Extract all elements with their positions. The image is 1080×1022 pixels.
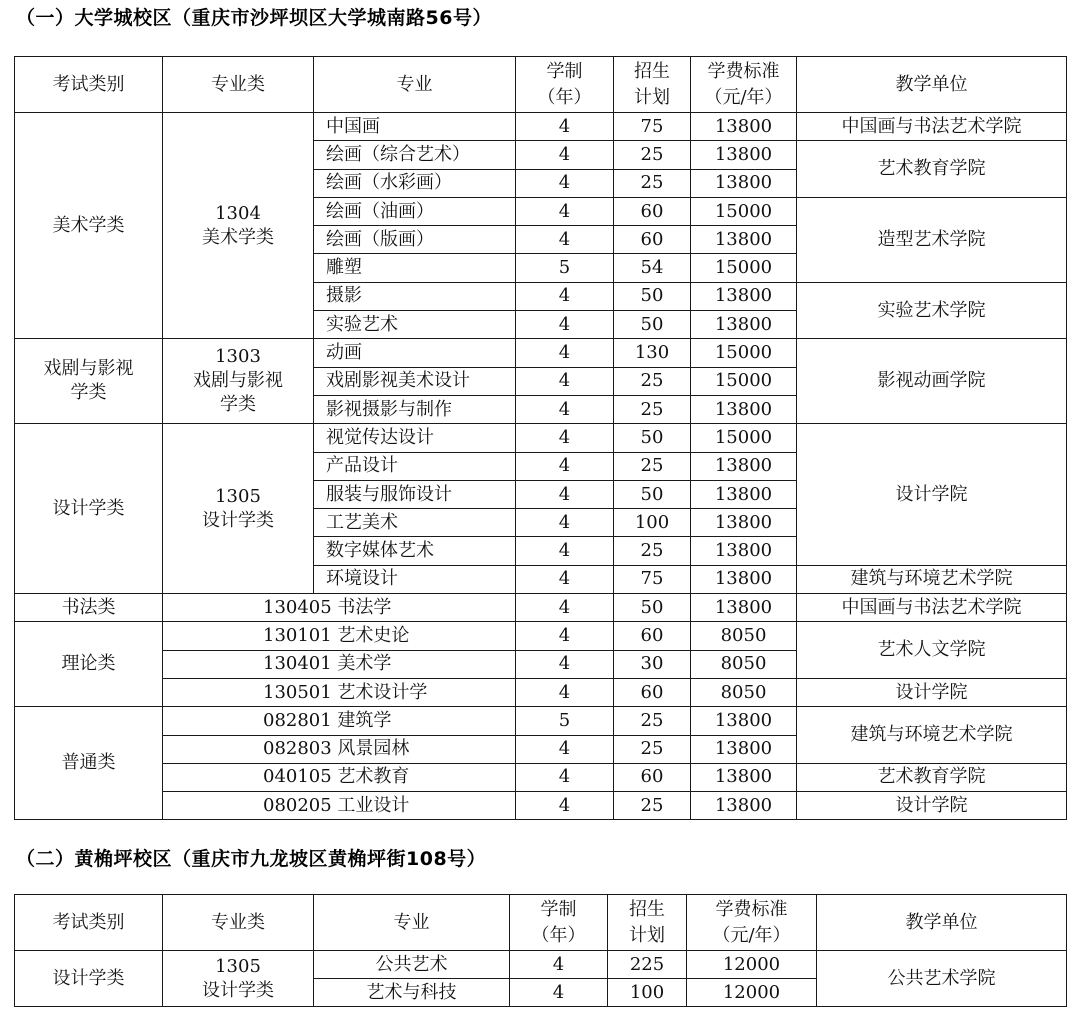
campus2-table	[14, 894, 1067, 1007]
major-cell: 082803 风景园林	[163, 735, 516, 763]
exam-type-cell: 设计学类	[15, 951, 163, 1007]
major-cell: 130501 艺术设计学	[163, 678, 516, 706]
header-major: 专业	[314, 57, 516, 113]
years-cell: 4	[516, 339, 614, 367]
unit-cell: 艺术人文学院	[797, 622, 1067, 679]
years-cell: 4	[516, 452, 614, 480]
table-row	[15, 763, 1067, 791]
plan-cell: 54	[614, 254, 691, 282]
major-cell: 绘画（水彩画）	[314, 169, 516, 197]
unit-cell: 设计学院	[797, 424, 1067, 565]
unit-cell: 艺术教育学院	[797, 141, 1067, 198]
table-row	[15, 951, 1067, 979]
plan-cell: 75	[614, 565, 691, 593]
plan-cell: 50	[614, 311, 691, 339]
major-cell: 082801 建筑学	[163, 707, 516, 735]
unit-cell: 造型艺术学院	[797, 197, 1067, 282]
major-class-cell: 1305 设计学类	[163, 424, 314, 594]
fee-cell: 13800	[691, 594, 797, 622]
plan-cell: 25	[614, 452, 691, 480]
plan-cell: 25	[614, 367, 691, 395]
major-cell: 绘画（版画）	[314, 226, 516, 254]
fee-cell: 13800	[691, 452, 797, 480]
fee-cell: 13800	[691, 282, 797, 310]
major-cell: 实验艺术	[314, 311, 516, 339]
fee-cell: 13800	[691, 226, 797, 254]
exam-type-cell: 书法类	[15, 594, 163, 622]
plan-cell: 100	[614, 509, 691, 537]
major-class-cell: 1304 美术学类	[163, 113, 314, 339]
fee-cell: 13800	[691, 169, 797, 197]
exam-type-cell: 戏剧与影视 学类	[15, 339, 163, 424]
plan-cell: 25	[614, 141, 691, 169]
plan-cell: 60	[614, 622, 691, 650]
years-cell: 4	[516, 367, 614, 395]
major-cell: 130101 艺术史论	[163, 622, 516, 650]
unit-cell: 中国画与书法艺术学院	[797, 594, 1067, 622]
major-cell: 动画	[314, 339, 516, 367]
header-major-class: 专业类	[163, 57, 314, 113]
unit-cell: 设计学院	[797, 792, 1067, 820]
major-cell: 工艺美术	[314, 509, 516, 537]
major-class-cell: 1305 设计学类	[163, 951, 314, 1007]
table-row	[15, 678, 1067, 706]
years-cell: 4	[516, 622, 614, 650]
plan-cell: 50	[614, 480, 691, 508]
fee-cell: 15000	[691, 424, 797, 452]
fee-cell: 13800	[691, 792, 797, 820]
years-cell: 4	[516, 311, 614, 339]
years-cell: 5	[516, 254, 614, 282]
years-cell: 4	[516, 282, 614, 310]
major-cell: 艺术与科技	[314, 979, 510, 1007]
plan-cell: 25	[614, 395, 691, 423]
years-cell: 4	[516, 113, 614, 141]
unit-cell: 艺术教育学院	[797, 763, 1067, 791]
unit-cell: 建筑与环境艺术学院	[797, 565, 1067, 593]
campus1-table	[14, 56, 1067, 820]
major-cell: 公共艺术	[314, 951, 510, 979]
header-plan: 招生 计划	[608, 895, 687, 951]
years-cell: 4	[516, 792, 614, 820]
major-cell: 数字媒体艺术	[314, 537, 516, 565]
plan-cell: 225	[608, 951, 687, 979]
fee-cell: 13800	[691, 311, 797, 339]
fee-cell: 15000	[691, 367, 797, 395]
years-cell: 4	[516, 650, 614, 678]
fee-cell: 15000	[691, 339, 797, 367]
table-header-row	[15, 895, 1067, 951]
major-class-cell: 1303 戏剧与影视 学类	[163, 339, 314, 424]
table-row	[15, 594, 1067, 622]
unit-cell: 建筑与环境艺术学院	[797, 707, 1067, 764]
header-tuition: 学费标准 （元/年）	[687, 895, 817, 951]
fee-cell: 13800	[691, 735, 797, 763]
years-cell: 4	[516, 424, 614, 452]
fee-cell: 13800	[691, 113, 797, 141]
unit-cell: 实验艺术学院	[797, 282, 1067, 339]
years-cell: 4	[510, 979, 608, 1007]
major-cell: 影视摄影与制作	[314, 395, 516, 423]
years-cell: 4	[510, 951, 608, 979]
plan-cell: 60	[614, 678, 691, 706]
header-unit: 教学单位	[817, 895, 1067, 951]
years-cell: 4	[516, 735, 614, 763]
major-cell: 服装与服饰设计	[314, 480, 516, 508]
years-cell: 4	[516, 537, 614, 565]
fee-cell: 13800	[691, 480, 797, 508]
table-row	[15, 339, 1067, 367]
plan-cell: 100	[608, 979, 687, 1007]
plan-cell: 25	[614, 707, 691, 735]
years-cell: 5	[516, 707, 614, 735]
table-row	[15, 424, 1067, 452]
years-cell: 4	[516, 395, 614, 423]
header-major: 专业	[314, 895, 510, 951]
campus2-title: （二）黄桷坪校区（重庆市九龙坡区黄桷坪街108号）	[16, 848, 487, 870]
years-cell: 4	[516, 141, 614, 169]
unit-cell: 公共艺术学院	[817, 951, 1067, 1007]
exam-type-cell: 理论类	[15, 622, 163, 707]
campus1-title: （一）大学城校区（重庆市沙坪坝区大学城南路56号）	[16, 7, 492, 29]
major-cell: 040105 艺术教育	[163, 763, 516, 791]
plan-cell: 60	[614, 197, 691, 225]
header-plan: 招生 计划	[614, 57, 691, 113]
plan-cell: 30	[614, 650, 691, 678]
fee-cell: 13800	[691, 537, 797, 565]
fee-cell: 13800	[691, 141, 797, 169]
plan-cell: 50	[614, 594, 691, 622]
fee-cell: 15000	[691, 254, 797, 282]
plan-cell: 50	[614, 282, 691, 310]
plan-cell: 60	[614, 226, 691, 254]
plan-cell: 25	[614, 735, 691, 763]
unit-cell: 中国画与书法艺术学院	[797, 113, 1067, 141]
fee-cell: 8050	[691, 678, 797, 706]
exam-type-cell: 普通类	[15, 707, 163, 820]
fee-cell: 13800	[691, 763, 797, 791]
plan-cell: 75	[614, 113, 691, 141]
header-exam-type: 考试类别	[15, 895, 163, 951]
plan-cell: 25	[614, 169, 691, 197]
years-cell: 4	[516, 678, 614, 706]
exam-type-cell: 设计学类	[15, 424, 163, 594]
years-cell: 4	[516, 594, 614, 622]
years-cell: 4	[516, 565, 614, 593]
exam-type-cell: 美术学类	[15, 113, 163, 339]
table-row	[15, 707, 1067, 735]
fee-cell: 8050	[691, 622, 797, 650]
major-cell: 中国画	[314, 113, 516, 141]
years-cell: 4	[516, 226, 614, 254]
years-cell: 4	[516, 169, 614, 197]
major-cell: 130405 书法学	[163, 594, 516, 622]
major-cell: 戏剧影视美术设计	[314, 367, 516, 395]
table-row	[15, 792, 1067, 820]
header-duration: 学制 （年）	[510, 895, 608, 951]
major-cell: 摄影	[314, 282, 516, 310]
fee-cell: 13800	[691, 509, 797, 537]
years-cell: 4	[516, 480, 614, 508]
major-cell: 130401 美术学	[163, 650, 516, 678]
table-row	[15, 622, 1067, 650]
major-cell: 080205 工业设计	[163, 792, 516, 820]
fee-cell: 13800	[691, 395, 797, 423]
major-cell: 绘画（综合艺术）	[314, 141, 516, 169]
plan-cell: 25	[614, 537, 691, 565]
years-cell: 4	[516, 197, 614, 225]
plan-cell: 60	[614, 763, 691, 791]
major-cell: 产品设计	[314, 452, 516, 480]
table-row	[15, 113, 1067, 141]
fee-cell: 13800	[691, 565, 797, 593]
fee-cell: 12000	[687, 979, 817, 1007]
fee-cell: 13800	[691, 707, 797, 735]
header-major-class: 专业类	[163, 895, 314, 951]
fee-cell: 8050	[691, 650, 797, 678]
years-cell: 4	[516, 763, 614, 791]
header-exam-type: 考试类别	[15, 57, 163, 113]
plan-cell: 25	[614, 792, 691, 820]
major-cell: 雕塑	[314, 254, 516, 282]
plan-cell: 130	[614, 339, 691, 367]
header-unit: 教学单位	[797, 57, 1067, 113]
fee-cell: 12000	[687, 951, 817, 979]
header-duration: 学制 （年）	[516, 57, 614, 113]
fee-cell: 15000	[691, 197, 797, 225]
major-cell: 环境设计	[314, 565, 516, 593]
header-tuition: 学费标准 （元/年）	[691, 57, 797, 113]
plan-cell: 50	[614, 424, 691, 452]
major-cell: 绘画（油画）	[314, 197, 516, 225]
major-cell: 视觉传达设计	[314, 424, 516, 452]
unit-cell: 设计学院	[797, 678, 1067, 706]
table-header-row	[15, 57, 1067, 113]
years-cell: 4	[516, 509, 614, 537]
unit-cell: 影视动画学院	[797, 339, 1067, 424]
